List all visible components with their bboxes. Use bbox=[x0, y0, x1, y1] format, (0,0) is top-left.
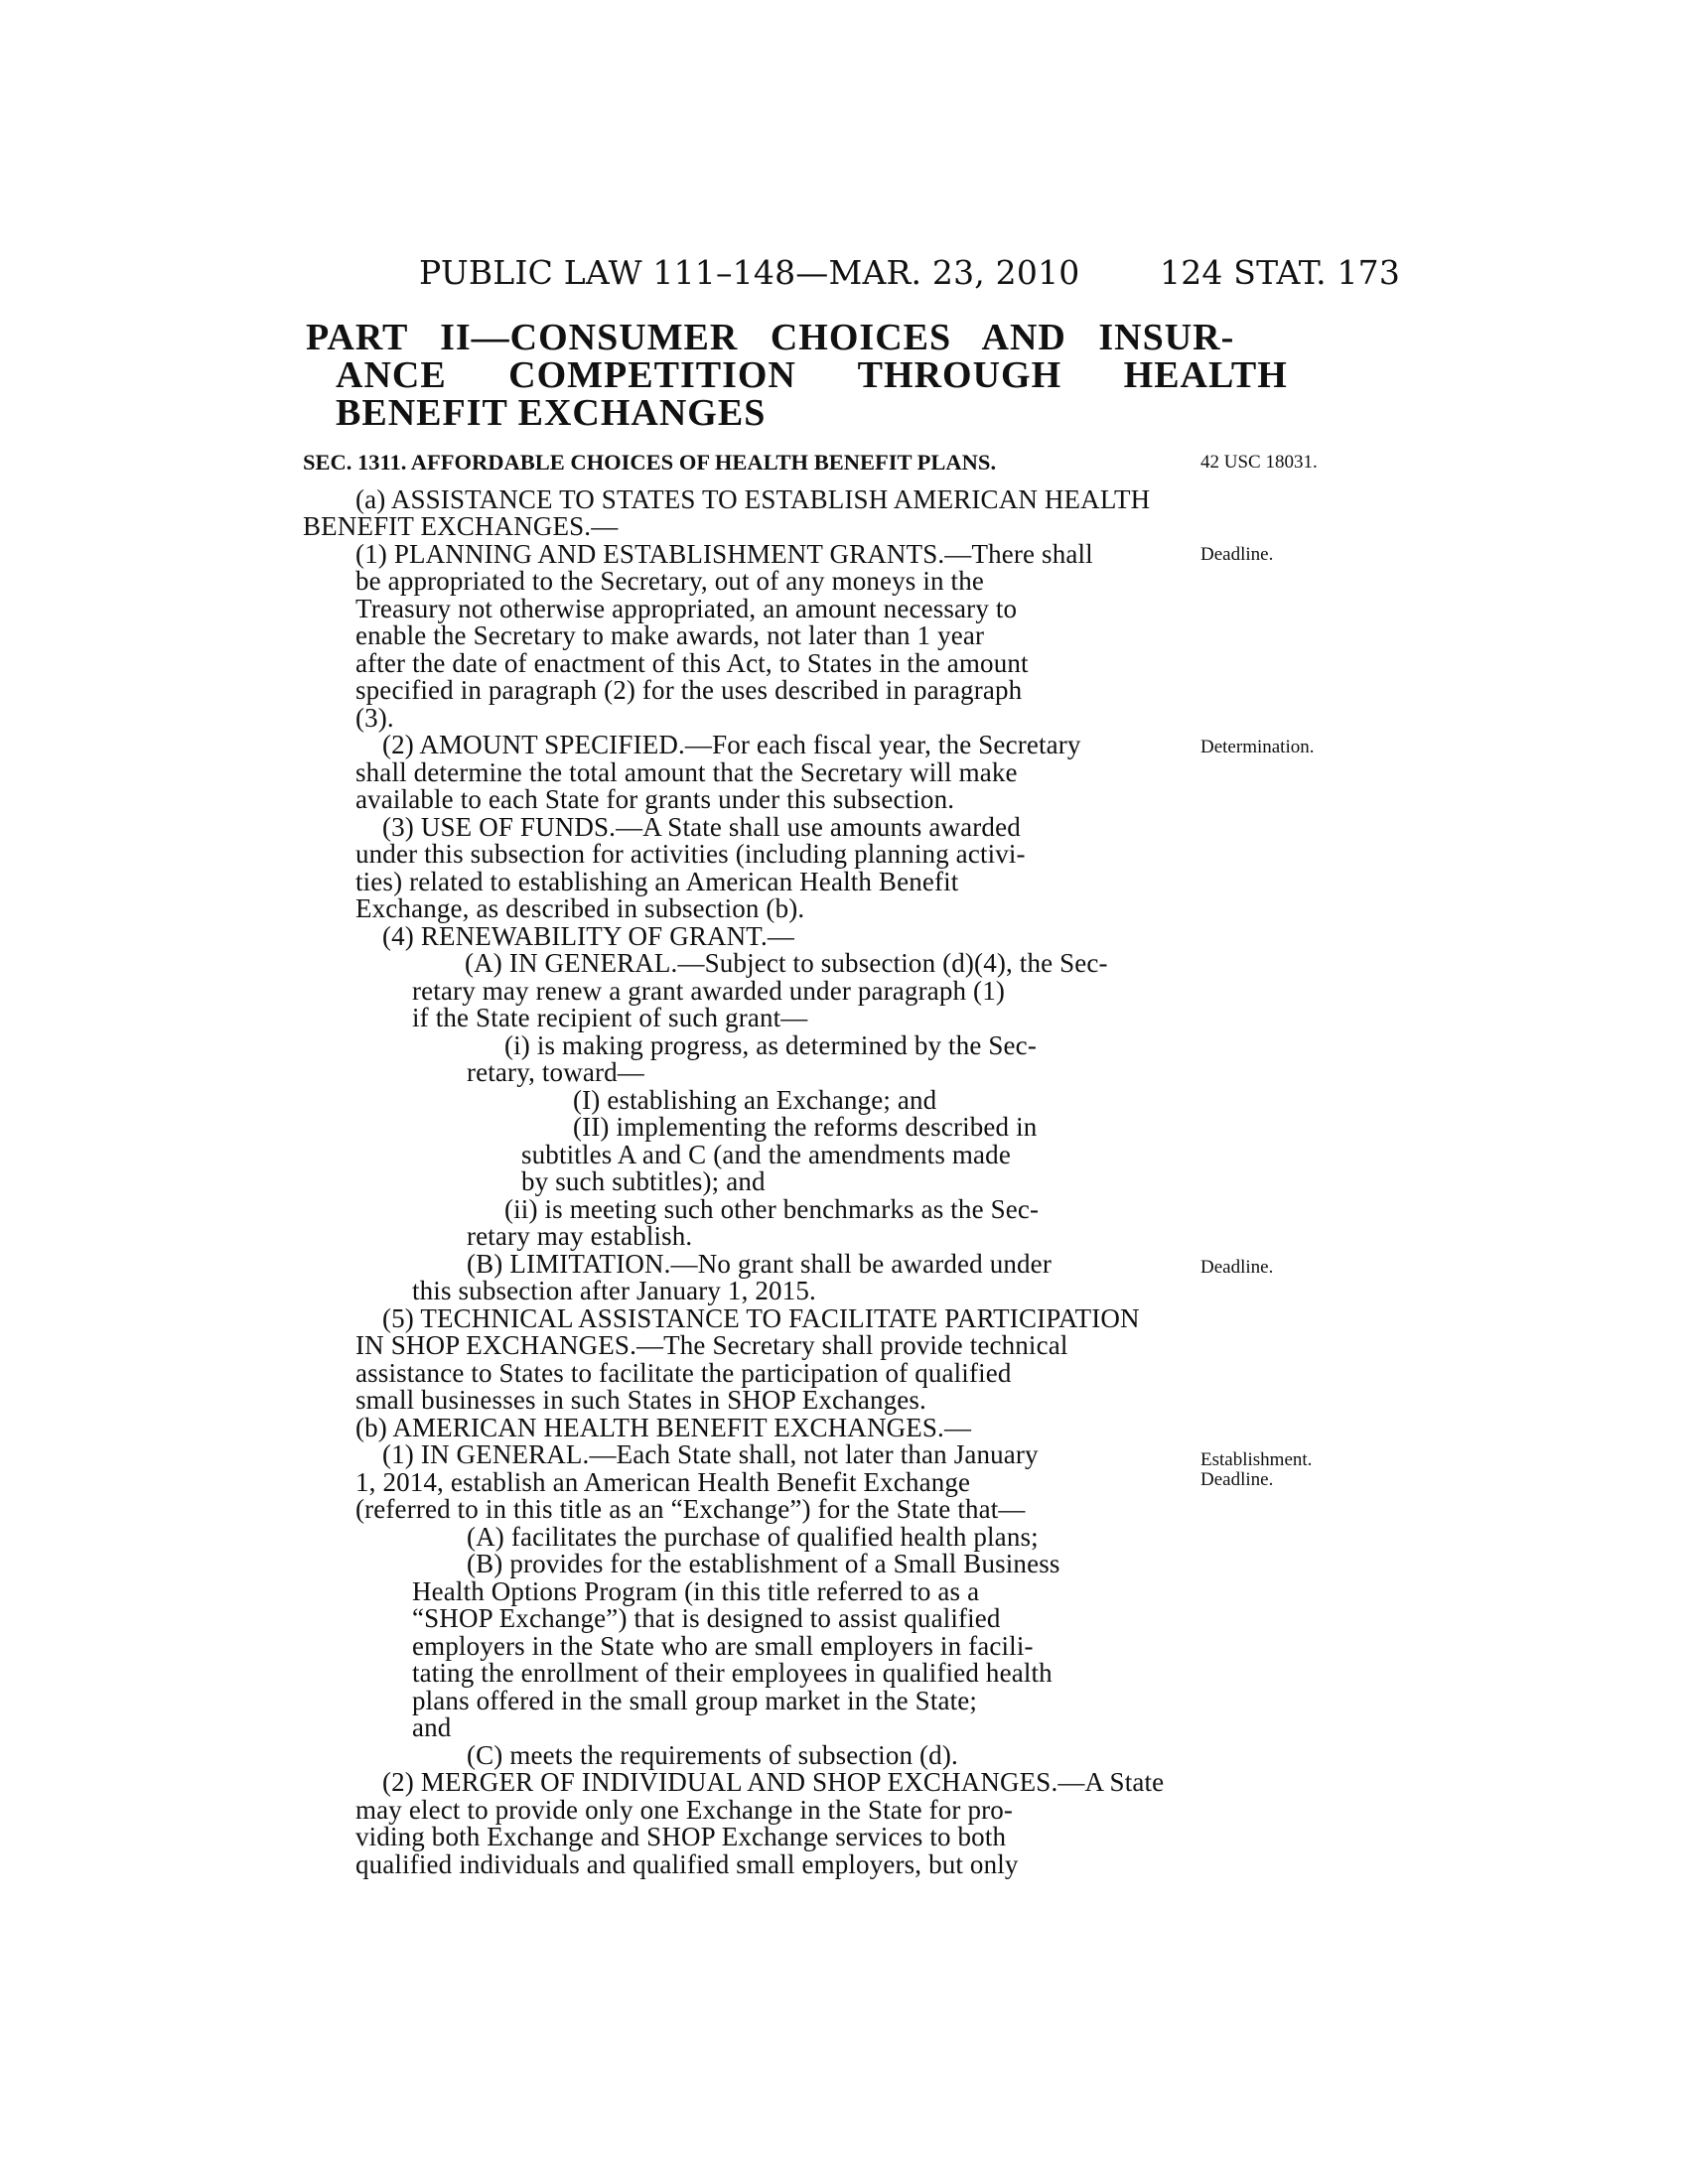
body-line: (C) meets the requirements of subsection (d). bbox=[467, 1740, 958, 1770]
body-line: shall determine the total amount that the Secretary will make bbox=[355, 757, 1018, 787]
body-line: qualified individuals and qualified small employers, but only bbox=[355, 1849, 1019, 1879]
body-line: (3). bbox=[355, 703, 394, 733]
body-line: (A) IN GENERAL.—Subject to subsection (d)(4), the Sec- bbox=[465, 948, 1108, 978]
body-line: tating the enrollment of their employees in qualified health bbox=[412, 1658, 1053, 1688]
section-citation: 42 USC 18031. bbox=[1200, 452, 1318, 473]
body-line: and bbox=[412, 1712, 452, 1742]
body-line: retary may establish. bbox=[467, 1221, 693, 1251]
body-line: assistance to States to facilitate the participation of qualified bbox=[355, 1358, 1012, 1388]
body-line: small businesses in such States in SHOP Exchanges. bbox=[355, 1385, 926, 1415]
body-line: Treasury not otherwise appropriated, an amount necessary to bbox=[355, 594, 1018, 623]
body-line: (5) TECHNICAL ASSISTANCE TO FACILITATE PARTICIPATION bbox=[382, 1303, 1140, 1333]
body-line: subtitles A and C (and the amendments made bbox=[521, 1140, 1011, 1169]
body-line: by such subtitles); and bbox=[521, 1166, 766, 1196]
body-line: Exchange, as described in subsection (b). bbox=[355, 893, 805, 923]
body-line: (ii) is meeting such other benchmarks as the Sec- bbox=[504, 1194, 1040, 1224]
body-line: (II) implementing the reforms described in bbox=[573, 1112, 1038, 1142]
body-line: (A) facilitates the purchase of qualified health plans; bbox=[467, 1522, 1039, 1552]
body-line: (a) ASSISTANCE TO STATES TO ESTABLISH AMERICAN HEALTH bbox=[355, 484, 1151, 514]
body-line: viding both Exchange and SHOP Exchange services to both bbox=[355, 1822, 1007, 1851]
margin-note-deadline: Deadline. bbox=[1200, 544, 1274, 565]
body-line: after the date of enactment of this Act, to States in the amount bbox=[355, 648, 1029, 678]
body-line: available to each State for grants under this subsection. bbox=[355, 784, 955, 814]
body-line: (2) AMOUNT SPECIFIED.—For each fiscal year, the Secretary bbox=[382, 730, 1081, 759]
body-line: (2) MERGER OF INDIVIDUAL AND SHOP EXCHANGES.—A State bbox=[382, 1767, 1165, 1797]
body-line: Health Options Program (in this title referred to as a bbox=[412, 1576, 980, 1606]
margin-note-deadline: Deadline. bbox=[1200, 1257, 1274, 1278]
body-line: (1) IN GENERAL.—Each State shall, not later than January bbox=[382, 1439, 1039, 1469]
body-line: retary, toward— bbox=[467, 1057, 644, 1087]
body-line: (4) RENEWABILITY OF GRANT.— bbox=[382, 921, 794, 951]
margin-note-deadline: Deadline. bbox=[1200, 1469, 1274, 1490]
body-line: (3) USE OF FUNDS.—A State shall use amounts awarded bbox=[382, 812, 1021, 842]
body-line: under this subsection for activities (including planning activi- bbox=[355, 839, 1026, 869]
body-line: specified in paragraph (2) for the uses described in paragraph bbox=[355, 675, 1023, 705]
body-line: (1) PLANNING AND ESTABLISHMENT GRANTS.—There shall bbox=[355, 539, 1093, 569]
body-line: (i) is making progress, as determined by the Sec- bbox=[504, 1030, 1037, 1060]
body-line: (b) AMERICAN HEALTH BENEFIT EXCHANGES.— bbox=[355, 1413, 972, 1442]
body-line: (B) provides for the establishment of a Small Business bbox=[467, 1549, 1060, 1578]
body-line: employers in the State who are small employers in facili- bbox=[412, 1631, 1034, 1661]
part-heading-line-3: BENEFIT EXCHANGES bbox=[336, 392, 767, 434]
body-line: (I) establishing an Exchange; and bbox=[573, 1085, 937, 1115]
margin-note-determination: Determination. bbox=[1200, 737, 1315, 757]
body-line: (B) LIMITATION.—No grant shall be awarded under bbox=[467, 1249, 1052, 1279]
body-line: ties) related to establishing an American Health Benefit bbox=[355, 867, 959, 896]
body-line: retary may renew a grant awarded under paragraph (1) bbox=[412, 976, 1005, 1006]
body-line: this subsection after January 1, 2015. bbox=[412, 1276, 816, 1305]
body-line: be appropriated to the Secretary, out of any moneys in the bbox=[355, 566, 984, 596]
body-line: BENEFIT EXCHANGES.— bbox=[303, 511, 619, 541]
body-line: enable the Secretary to make awards, not later than 1 year bbox=[355, 620, 985, 650]
part-heading-line-1: PART II—CONSUMER CHOICES AND INSUR- bbox=[306, 317, 1235, 358]
running-header-title: PUBLIC LAW 111–148—MAR. 23, 2010 bbox=[419, 253, 1080, 292]
body-line: “SHOP Exchange”) that is designed to assist qualified bbox=[412, 1603, 1001, 1633]
section-heading: SEC. 1311. AFFORDABLE CHOICES OF HEALTH BENEFIT PLANS. bbox=[303, 450, 997, 475]
body-line: if the State recipient of such grant— bbox=[412, 1003, 808, 1032]
margin-note-establishment: Establishment. bbox=[1200, 1449, 1313, 1470]
body-line: 1, 2014, establish an American Health Benefit Exchange bbox=[355, 1467, 971, 1497]
body-line: may elect to provide only one Exchange in the State for pro- bbox=[355, 1795, 1014, 1825]
body-line: plans offered in the small group market in the State; bbox=[412, 1686, 978, 1715]
page-number: 124 STAT. 173 bbox=[1160, 253, 1401, 292]
body-line: IN SHOP EXCHANGES.—The Secretary shall provide technical bbox=[355, 1330, 1068, 1360]
body-line: (referred to in this title as an “Exchange”) for the State that— bbox=[355, 1494, 1026, 1524]
part-heading-line-2: ANCE COMPETITION THROUGH HEALTH bbox=[336, 354, 1288, 396]
